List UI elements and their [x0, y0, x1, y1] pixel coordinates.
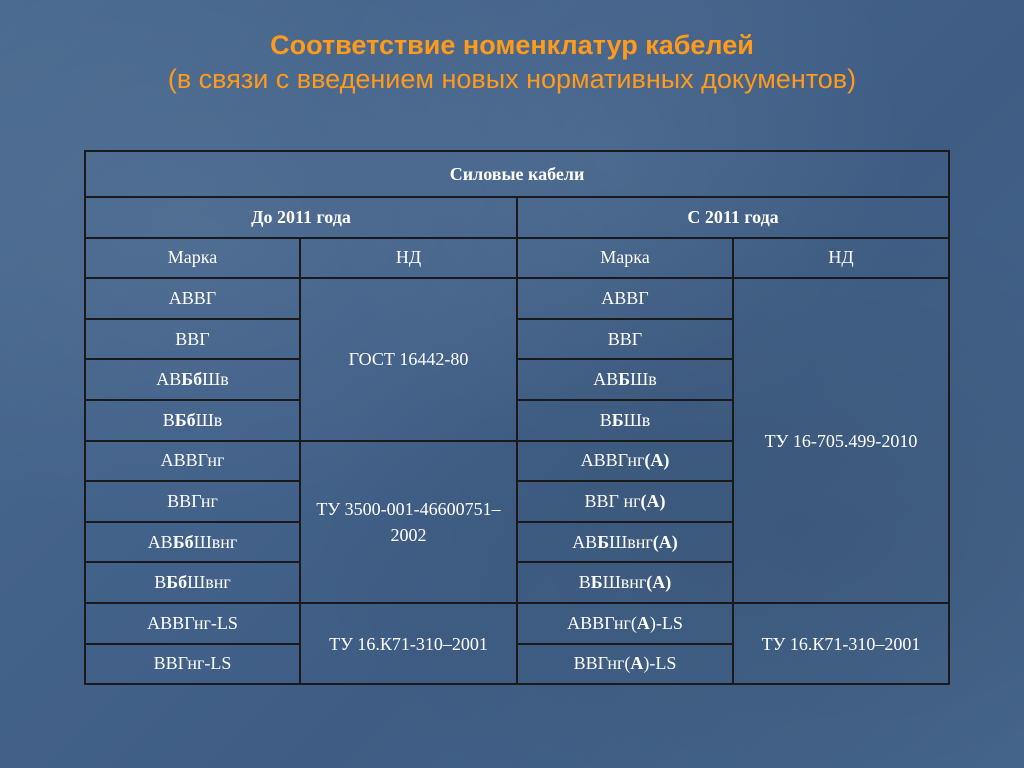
- column-header-row: [85, 238, 949, 279]
- mark-text: АВВГнг-LS: [147, 612, 238, 633]
- col-nd-new: НД: [733, 238, 949, 279]
- mark-text: В: [599, 409, 612, 430]
- period-before: До 2011 года: [85, 197, 517, 238]
- nd-old-gost: ГОСТ 16442-80: [300, 278, 517, 440]
- mark-text: )-LS: [649, 612, 683, 633]
- mark-text: АВ: [572, 531, 598, 552]
- mark-text: ВВГнг-LS: [153, 653, 232, 674]
- mark-old: [85, 359, 300, 400]
- mark-text: ВВГнг: [167, 490, 218, 511]
- mark-new: [517, 400, 733, 441]
- mark-text: В: [578, 572, 591, 593]
- mark-text: Шв: [195, 409, 223, 430]
- mark-old: [85, 278, 300, 319]
- mark-text: В: [154, 572, 167, 593]
- cables-table: [84, 150, 950, 685]
- mark-old: [85, 562, 300, 603]
- mark-text: Швнг: [609, 531, 653, 552]
- mark-old: [85, 481, 300, 522]
- mark-old: [85, 319, 300, 360]
- title-line-2: (в связи с введением новых нормативных документов): [167, 64, 857, 94]
- mark-text: В: [162, 409, 175, 430]
- nd-old-tu-k71: ТУ 16.К71-310–2001: [300, 603, 517, 684]
- mark-new: [517, 319, 733, 360]
- mark-bold: (А): [652, 531, 678, 552]
- mark-old: [85, 441, 300, 482]
- mark-text: Швнг: [602, 572, 647, 593]
- mark-text: АВВГнг(: [567, 612, 637, 633]
- period-row: [85, 197, 949, 238]
- mark-bold: Б: [618, 369, 631, 390]
- mark-text: ВВГ: [175, 328, 210, 349]
- mark-bold: Бб: [166, 572, 188, 593]
- mark-new: [517, 522, 733, 563]
- mark-text: ВВГ: [607, 328, 643, 349]
- mark-bold: Бб: [181, 369, 203, 390]
- mark-bold: Б: [597, 531, 610, 552]
- mark-text: АВВГнг: [580, 450, 645, 471]
- mark-text: АВВГнг: [160, 450, 225, 471]
- title-line-1: Соответствие номенклатур кабелей: [270, 30, 754, 60]
- mark-new: [517, 441, 733, 482]
- mark-text: Шв: [202, 369, 229, 390]
- col-mark-old: Марка: [85, 238, 300, 279]
- mark-text: Шв: [623, 409, 651, 430]
- nd-old-tu-3500: ТУ 3500-001-46600751–2002: [300, 441, 517, 603]
- mark-bold: (А): [644, 450, 670, 471]
- slide-title: [0, 28, 1024, 96]
- mark-bold: Б: [590, 572, 603, 593]
- table-row: [85, 278, 949, 319]
- mark-bold: (А): [646, 572, 672, 593]
- period-after: С 2011 года: [517, 197, 949, 238]
- mark-text: АВ: [147, 531, 173, 552]
- mark-text: Шв: [630, 369, 657, 390]
- table-header: Силовые кабели: [85, 151, 949, 197]
- nd-new-tu: ТУ 16-705.499-2010: [733, 278, 949, 603]
- mark-bold: А: [630, 653, 644, 674]
- mark-new: [517, 644, 733, 685]
- mark-text: )-LS: [643, 653, 677, 674]
- mark-bold: Бб: [174, 409, 196, 430]
- table-row: [85, 603, 949, 644]
- mark-bold: Б: [611, 409, 624, 430]
- col-nd-old: НД: [300, 238, 517, 279]
- mark-text: Швнг: [193, 531, 238, 552]
- col-mark-new: Марка: [517, 238, 733, 279]
- mark-bold: А: [636, 612, 650, 633]
- mark-new: [517, 562, 733, 603]
- mark-text: АВ: [593, 369, 619, 390]
- mark-old: [85, 522, 300, 563]
- nd-new-tu-k71: ТУ 16.К71-310–2001: [733, 603, 949, 684]
- table-header-row: [85, 151, 949, 197]
- mark-text: АВ: [156, 369, 182, 390]
- mark-old: [85, 400, 300, 441]
- mark-text: ВВГнг(: [573, 653, 631, 674]
- mark-old: [85, 603, 300, 644]
- mark-old: [85, 644, 300, 685]
- mark-text: АВВГ: [168, 287, 217, 308]
- mark-new: [517, 278, 733, 319]
- mark-text: Швнг: [187, 572, 231, 593]
- mark-text: ВВГ нг: [584, 490, 641, 511]
- mark-bold: (А): [640, 490, 666, 511]
- mark-new: [517, 603, 733, 644]
- mark-text: АВВГ: [601, 287, 649, 308]
- mark-new: [517, 481, 733, 522]
- mark-new: [517, 359, 733, 400]
- mark-bold: Бб: [172, 531, 194, 552]
